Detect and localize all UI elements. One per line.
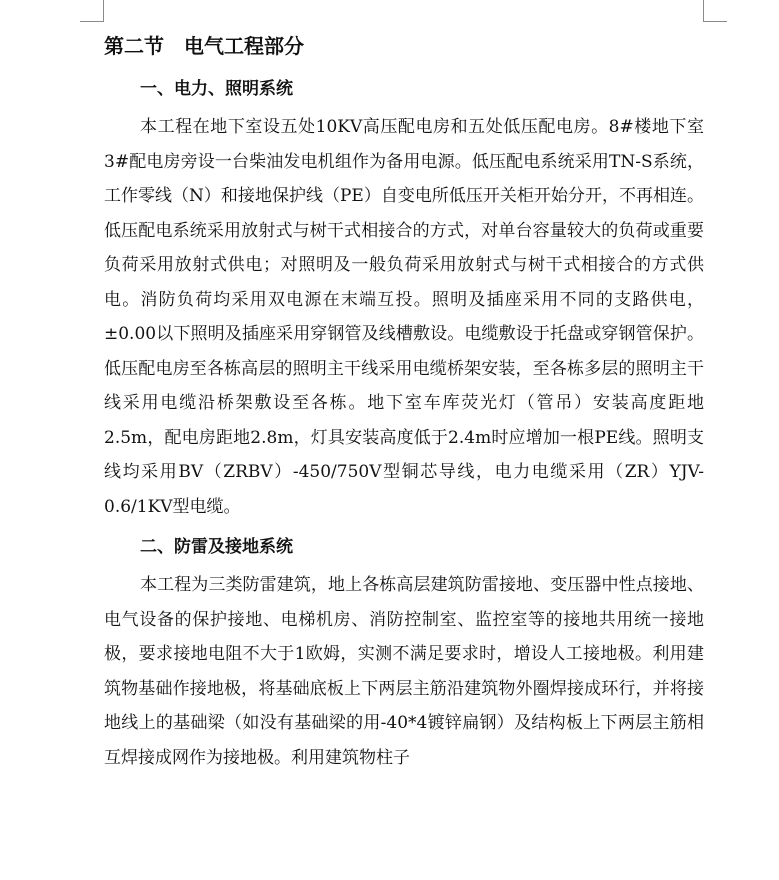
crop-mark-top-left-vertical xyxy=(103,0,104,22)
paragraph-lightning-grounding: 本工程为三类防雷建筑，地上各栋高层建筑防雷接地、变压器中性点接地、电气设备的保护接地、电梯机房、消防控制室、监控室等的接地共用统一接地极，要求接地电阻不大于1欧姆，实测不满足要求时，增设人工接地极。利用建筑物基础作接地极，将基础底板上下两层主筋沿建筑物外圈焊接成环行，并将接地线上的基础梁（如没有基础梁的用-40*4镀锌扁钢）及结构板上下两层主筋相互焊接成网作为接地极。利用建筑物柱子 xyxy=(104,575,704,768)
paragraph-power-lighting: 本工程在地下室设五处10KV高压配电房和五处低压配电房。8#楼地下室3#配电房旁设一台柴油发电机组作为备用电源。低压配电系统采用TN-S系统，工作零线（N）和接地保护线（PE）自变电所低压开关柜开始分开，不再相连。低压配电系统采用放射式与树干式相接合的方式，对单台容量较大的负荷或重要负荷采用放射式供电；对照明及一般负荷采用放射式与树干式相接合的方式供电。消防负荷均采用双电源在末端互投。照明及插座采用不同的支路供电，±0.00以下照明及插座采用穿钢管及线槽敷设。电缆敷设于托盘或穿钢管保护。低压配电房至各栋高层的照明主干线采用电缆桥架安装，至各栋多层的照明主干线采用电缆沿桥架敷设至各栋。地下室车库荧光灯（管吊）安装高度距地2.5m，配电房距地2.8m，灯具安装高度低于2.4m时应增加一根PE线。照明支线均采用BV（ZRBV）-450/750V型铜芯导线，电力电缆采用（ZR）YJV-0.6/1KV型电缆。 xyxy=(104,117,704,517)
subsection-heading-lightning-grounding: 二、防雷及接地系统 xyxy=(140,537,293,557)
crop-mark-top-right-horizontal xyxy=(703,21,727,22)
crop-mark-top-left-horizontal xyxy=(80,21,104,22)
crop-mark-top-right-vertical xyxy=(703,0,704,22)
section-title: 第二节 电气工程部分 xyxy=(104,34,304,58)
subsection-heading-power-lighting: 一、电力、照明系统 xyxy=(140,79,293,99)
document-body xyxy=(104,28,704,775)
